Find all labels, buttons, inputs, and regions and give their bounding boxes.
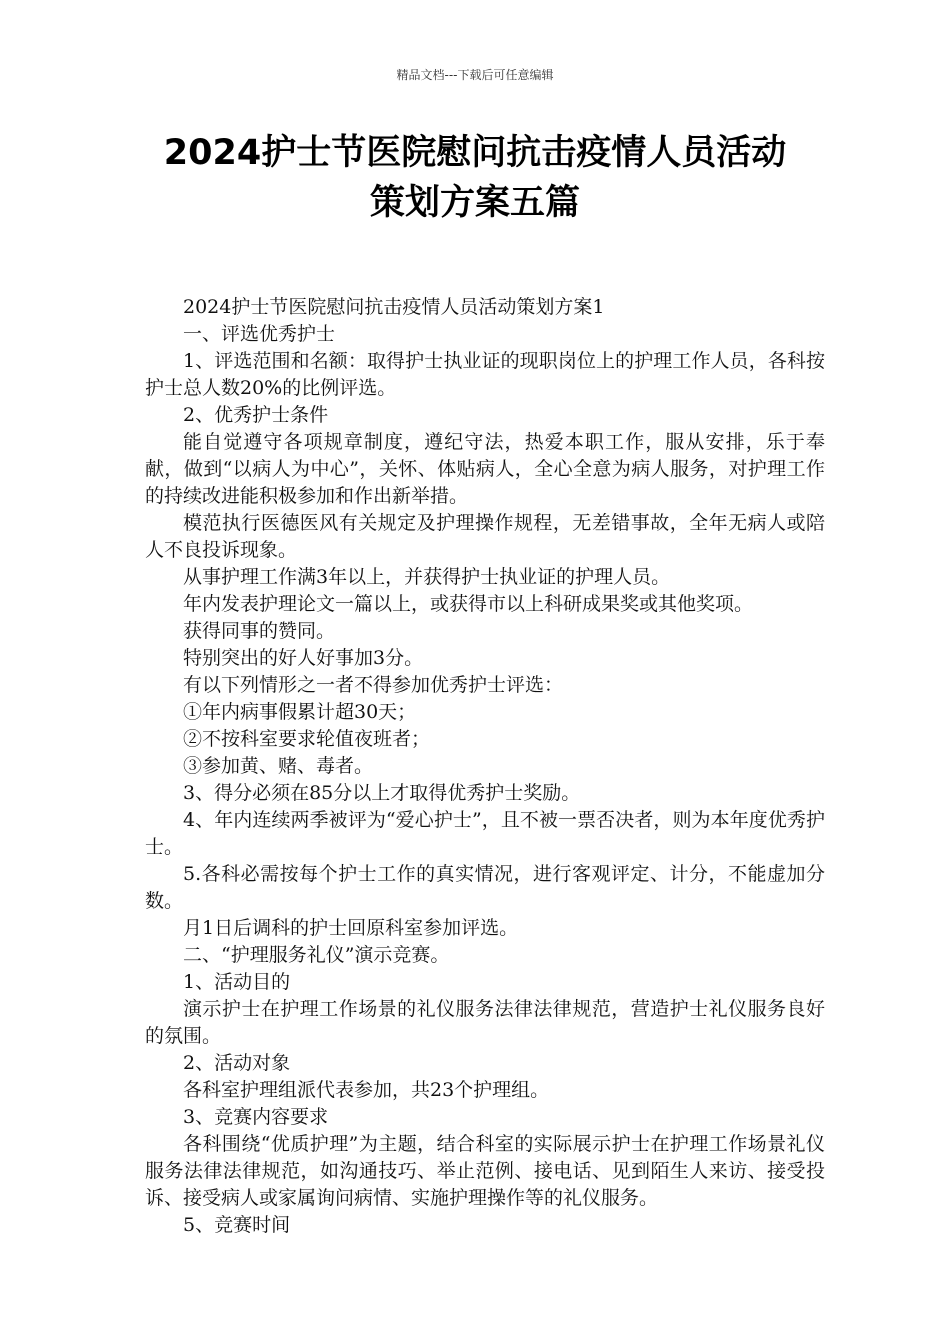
paragraph: 各科室护理组派代表参加，共23个护理组。 bbox=[183, 1079, 550, 1101]
paragraph: 各科围绕“优质护理”为主题，结合科室的实际展示护士在护理工作场景礼仪服务法律法律规范，如沟通技巧、举止范例、接电话、见到陌生人来访、接受投诉、接受病人或家属询问病情、实施护理操作等的礼仪服务。 bbox=[145, 1133, 825, 1209]
paragraph: ②不按科室要求轮值夜班者； bbox=[183, 728, 431, 750]
paragraph: 演示护士在护理工作场景的礼仪服务法律法律规范，营造护士礼仪服务良好的氛围。 bbox=[145, 998, 825, 1047]
document-body bbox=[145, 294, 825, 1239]
paragraph: 2、活动对象 bbox=[183, 1052, 291, 1074]
paragraph: 获得同事的赞同。 bbox=[183, 620, 336, 642]
paragraph: 3、竞赛内容要求 bbox=[183, 1106, 329, 1128]
paragraph: 年内发表护理论文一篇以上，或获得市以上科研成果奖或其他奖项。 bbox=[183, 593, 754, 615]
title-line-2: 策划方案五篇 bbox=[369, 183, 580, 223]
paragraph: 1、评选范围和名额：取得护士执业证的现职岗位上的护理工作人员，各科按护士总人数20%的比例评选。 bbox=[145, 350, 825, 399]
paragraph: 从事护理工作满3年以上，并获得护士执业证的护理人员。 bbox=[183, 566, 671, 588]
paragraph: ①年内病事假累计超30天； bbox=[183, 701, 417, 723]
paragraph: 3、得分必须在85分以上才取得优秀护士奖励。 bbox=[183, 782, 581, 804]
paragraph: 有以下列情形之一者不得参加优秀护士评选： bbox=[183, 674, 564, 696]
paragraph: 1、活动目的 bbox=[183, 971, 291, 993]
paragraph: 能自觉遵守各项规章制度，遵纪守法，热爱本职工作，服从安排，乐于奉献，做到“以病人为中心”，关怀、体贴病人，全心全意为病人服务，对护理工作的持续改进能积极参加和作出新举措。 bbox=[145, 431, 825, 507]
header-note: 精品文档---下载后可任意编辑 bbox=[396, 68, 554, 82]
paragraph: 特别突出的好人好事加3分。 bbox=[183, 647, 424, 669]
paragraph: 5.各科必需按每个护士工作的真实情况，进行客观评定、计分，不能虚加分数。 bbox=[145, 863, 825, 912]
paragraph: 2024护士节医院慰问抗击疫情人员活动策划方案1 bbox=[183, 296, 605, 318]
paragraph: 一、评选优秀护士 bbox=[183, 323, 336, 345]
document-title bbox=[90, 128, 860, 228]
title-line-1: 2024护士节医院慰问抗击疫情人员活动 bbox=[163, 133, 787, 173]
paragraph: 5、竞赛时间 bbox=[183, 1214, 291, 1236]
paragraph: 模范执行医德医风有关规定及护理操作规程，无差错事故，全年无病人或陪人不良投诉现象。 bbox=[145, 512, 825, 561]
paragraph: 2、优秀护士条件 bbox=[183, 404, 329, 426]
paragraph: 二、“护理服务礼仪”演示竞赛。 bbox=[183, 944, 450, 966]
paragraph: ③参加黄、赌、毒者。 bbox=[183, 755, 374, 777]
paragraph: 月1日后调科的护士回原科室参加评选。 bbox=[183, 917, 519, 939]
paragraph: 4、年内连续两季被评为“爱心护士”，且不被一票否决者，则为本年度优秀护士。 bbox=[145, 809, 825, 858]
